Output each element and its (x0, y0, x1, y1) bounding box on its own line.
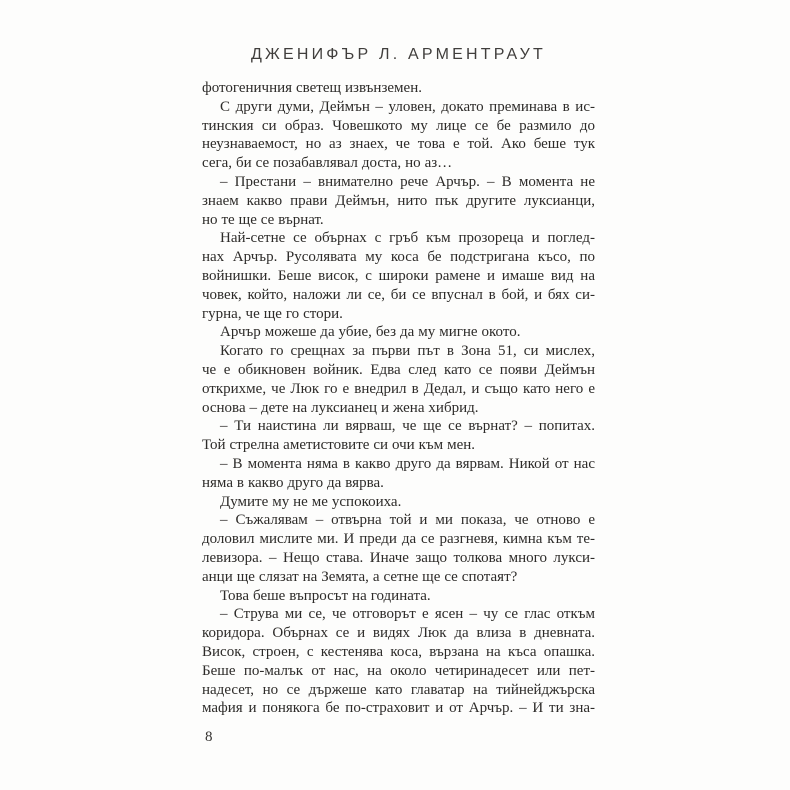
text-line: – Ти наистина ли вярваш, че ще се върнат? – попитах. (220, 418, 595, 435)
paragraph (202, 229, 595, 323)
text-line: Това беше въпросът на годината. (220, 587, 431, 604)
paragraph (202, 511, 595, 586)
page-number: 8 (205, 729, 213, 745)
text-line: – Престани – внимателно рече Арчър. – В момента не (220, 173, 595, 190)
text-line: левизора. – Нещо става. Иначе защо толкова много лукси- (202, 549, 595, 566)
text-line: Той стрелна аметистовите си очи към мен. (202, 437, 476, 454)
paragraph (202, 493, 595, 512)
paragraph (202, 455, 595, 493)
text-line: фотогеничния светещ извънземен. (202, 80, 422, 96)
text-line: Беше по-малък от нас, на около четиринадесет или пет- (202, 662, 595, 679)
text-line: тинския си образ. Човешкото му лице се бе размило до (202, 117, 595, 134)
paragraph (202, 323, 595, 342)
paragraph (202, 79, 595, 98)
text-line: – Струва ми се, че отговорът е ясен – чу се глас откъм (220, 606, 595, 623)
paragraph (202, 587, 595, 606)
paragraph (202, 173, 595, 229)
text-line: Най-сетне се обърнах с гръб към прозореца и поглед- (220, 230, 595, 247)
text-line: Думите му не ме успокоиха. (220, 493, 402, 510)
text-line: – В момента няма в какво друго да вярвам. Никой от нас (220, 455, 595, 472)
text-line: анци ще слязат на Земята, а сетне ще се спотаят? (202, 568, 518, 585)
text-line: открихме, че Люк го е внедрил в Дедал, и също като него е (202, 380, 595, 397)
text-line: Висок, строен, с кестенява коса, вързана на къса опашка. (202, 643, 595, 660)
page-body-text (202, 79, 595, 718)
running-header-author: ДЖЕНИФЪР Л. АРМЕНТРАУТ (250, 46, 547, 63)
text-line: С други думи, Деймън – уловен, докато преминава в ис- (220, 98, 595, 115)
text-line: знаем какво прави Деймън, нито пък другите луксианци, (202, 192, 595, 209)
text-line: но те ще се върнат. (202, 211, 324, 228)
paragraph (202, 98, 595, 173)
text-line: мафия и понякога бе по-страховит и от Арчър. – И ти зна- (202, 700, 595, 717)
text-line: коридора. Обърнах се и видях Люк да влиза в дневната. (202, 625, 595, 642)
text-line: доловил мислите ми. И преди да се разгневя, кимна към те- (202, 531, 595, 548)
text-line: че е обикновен войник. Едва след като се появи Деймън (202, 361, 595, 378)
paragraph (202, 605, 595, 718)
paragraph (202, 417, 595, 455)
text-line: сега, би се позабавлявал доста, но аз… (202, 155, 453, 172)
text-line: войнишки. Беше висок, с широки рамене и имаше вид на (202, 267, 595, 284)
text-line: – Съжалявам – отвърна той и ми показа, че отново е (220, 512, 595, 529)
text-line: гурна, че ще го стори. (202, 305, 343, 322)
text-line: Когато го срещнах за първи път в Зона 51, си мислех, (220, 343, 595, 360)
paragraph (202, 342, 595, 417)
text-line: надесет, но се държеше като главатар на тийнейджърска (202, 681, 595, 698)
text-line: Арчър можеше да убие, без да му мигне окото. (220, 324, 521, 341)
text-line: човек, който, наложи ли се, би се впуснал в бой, и бях си- (202, 286, 595, 303)
text-line: няма в какво друго да вярва. (202, 474, 384, 491)
text-line: основа – дете на луксианец и жена хибрид. (202, 399, 479, 416)
text-line: неузнаваемост, но аз знаех, че това е той. Ако беше тук (202, 136, 595, 153)
text-line: нах Арчър. Русолявата му коса бе подстригана късо, по (202, 249, 595, 266)
